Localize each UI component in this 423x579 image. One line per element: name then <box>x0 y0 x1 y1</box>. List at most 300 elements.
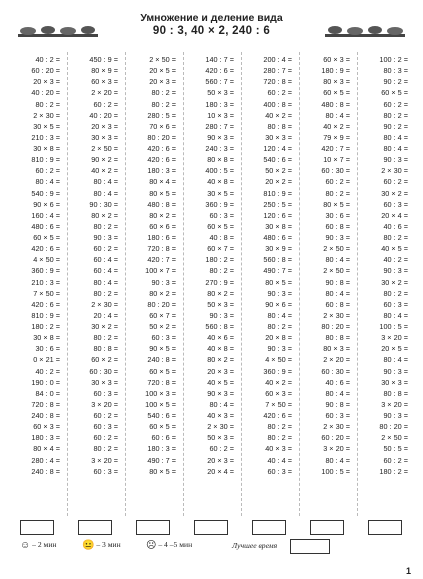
exercise-item: 120 : 6 = <box>263 210 292 220</box>
exercise-item: 180 : 2 = <box>379 466 408 476</box>
exercise-item: 90 : 2 = <box>383 77 408 87</box>
exercise-item: 240 : 3 = <box>205 144 234 153</box>
exercise-item: 40 × 6 = <box>207 333 234 343</box>
exercise-item: 50 × 3 = <box>207 433 234 443</box>
exercise-item: 2 × 50 = <box>91 144 118 153</box>
exercise-item: 80 : 4 = <box>93 277 118 287</box>
exercise-item: 80 : 2 = <box>383 233 408 242</box>
exercise-item: 490 : 7 = <box>263 266 292 276</box>
exercise-item: 400 : 8 = <box>263 99 292 109</box>
exercise-item: 140 : 7 = <box>205 55 234 64</box>
exercise-item: 3 × 20 = <box>381 333 408 343</box>
exercise-item: 0 × 21 = <box>33 355 60 365</box>
exercise-item: 60 : 2 = <box>383 99 408 109</box>
exercise-item: 2 × 30 = <box>33 110 60 120</box>
exercise-item: 60 × 3 = <box>91 77 118 87</box>
exercise-item: 40 : 20 = <box>89 110 118 120</box>
exercise-item: 40 : 20 = <box>31 88 60 98</box>
exercise-item: 60 : 2 = <box>93 244 118 254</box>
exercise-item: 810 : 9 = <box>31 155 60 165</box>
exercise-item: 20 × 8 = <box>265 333 292 343</box>
exercise-item: 60 × 5 = <box>33 233 60 242</box>
exercise-item: 80 : 4 = <box>325 110 350 120</box>
exercise-item: 20 × 5 = <box>149 66 176 76</box>
exercise-item: 90 × 5 = <box>149 344 176 354</box>
exercise-item: 60 : 2 = <box>383 177 408 187</box>
exercise-item: 50 × 3 = <box>207 299 234 309</box>
exercise-item: 560 : 7 = <box>205 77 234 87</box>
exercise-item: 80 : 2 = <box>93 444 118 454</box>
exercise-item: 40 × 5 = <box>207 377 234 387</box>
exercise-item: 80 × 3 = <box>323 77 350 87</box>
exercise-item: 40 × 2 = <box>91 166 118 176</box>
exercise-item: 50 × 2 = <box>149 322 176 331</box>
exercise-item: 80 × 3 = <box>323 344 350 354</box>
exercise-item: 810 : 9 = <box>31 310 60 320</box>
exercise-item: 40 × 5 = <box>381 244 408 254</box>
exercise-item: 80 × 2 = <box>149 210 176 220</box>
exercise-item: 60 : 2 = <box>267 88 292 98</box>
exercise-item: 420 : 6 = <box>205 66 234 76</box>
exercise-item: 90 × 6 = <box>33 199 60 209</box>
exercise-item: 420 : 7 = <box>321 144 350 153</box>
exercise-item: 60 : 20 = <box>31 66 60 76</box>
exercise-item: 420 : 6 = <box>147 144 176 153</box>
exercise-item: 40 × 2 = <box>323 121 350 131</box>
exercise-item: 360 : 9 = <box>31 266 60 276</box>
exercise-item: 420 : 6 = <box>147 155 176 165</box>
best-time-label: Лучшее время <box>232 541 278 550</box>
exercise-item: 60 × 6 = <box>149 221 176 231</box>
exercise-item: 80 × 5 = <box>149 466 176 476</box>
exercise-item: 80 : 4 = <box>383 144 408 153</box>
exercise-item: 90 : 30 = <box>89 199 118 209</box>
exercise-item: 180 : 3 = <box>147 444 176 454</box>
exercise-item: 60 × 7 = <box>207 244 234 254</box>
exercise-item: 80 : 4 = <box>383 355 408 365</box>
exercise-item: 90 : 3 = <box>383 411 408 420</box>
exercise-item: 50 × 2 = <box>265 166 292 176</box>
exercise-item: 2 × 50 = <box>323 266 350 276</box>
exercise-item: 30 × 2 = <box>381 277 408 287</box>
exercise-item: 20 × 3 = <box>149 77 176 87</box>
exercise-item: 90 × 3 = <box>207 388 234 398</box>
exercise-item: 60 : 30 = <box>321 366 350 376</box>
exercise-item: 50 × 3 = <box>207 88 234 98</box>
exercise-item: 60 : 3 = <box>93 422 118 432</box>
exercise-item: 40 × 8 = <box>207 344 234 354</box>
exercise-column <box>72 54 120 477</box>
legend-text: – 2 мин <box>32 540 57 549</box>
exercise-item: 60 : 2 = <box>93 99 118 109</box>
exercise-item: 60 : 3 = <box>383 299 408 309</box>
time-box[interactable] <box>310 520 344 535</box>
exercise-item: 280 : 4 = <box>31 455 60 465</box>
exercise-item: 30 × 5 = <box>33 121 60 131</box>
exercise-item: 80 : 3 = <box>383 66 408 76</box>
exercise-item: 60 × 5 = <box>323 88 350 98</box>
exercise-item: 100 : 5 = <box>379 322 408 331</box>
exercise-item: 40 : 4 = <box>267 455 292 465</box>
exercise-item: 80 : 2 = <box>93 288 118 298</box>
exercise-item: 90 : 3 = <box>325 233 350 242</box>
exercise-item: 180 : 6 = <box>147 233 176 242</box>
exercise-item: 4 × 50 = <box>33 255 60 265</box>
exercise-item: 60 × 2 = <box>91 355 118 365</box>
exercise-item: 3 × 20 = <box>323 444 350 454</box>
exercise-item: 3 × 20 = <box>91 455 118 465</box>
exercise-item: 50 : 5 = <box>383 444 408 454</box>
exercise-item: 80 : 2 = <box>151 99 176 109</box>
exercise-item: 80 : 4 = <box>383 310 408 320</box>
exercise-item: 200 : 4 = <box>263 55 292 64</box>
legend-text: – 4 –5 мин <box>158 540 193 549</box>
exercise-item: 80 : 2 = <box>267 422 292 432</box>
exercise-item: 80 : 2 = <box>383 288 408 298</box>
exercise-item: 40 × 2 = <box>265 110 292 120</box>
time-box[interactable] <box>194 520 228 535</box>
exercise-item: 80 : 2 = <box>35 99 60 109</box>
exercise-item: 2 × 30 = <box>381 166 408 176</box>
page-number: 1 <box>405 566 411 576</box>
exercise-item: 180 : 3 = <box>205 99 234 109</box>
exercise-item: 80 : 2 = <box>209 266 234 276</box>
neutral-face-icon: 😐 <box>82 540 95 551</box>
exercise-item: 10 × 3 = <box>207 110 234 120</box>
exercise-item: 79 × 9 = <box>323 132 350 142</box>
column-divider <box>357 52 358 516</box>
exercise-item: 60 : 3 = <box>151 333 176 343</box>
exercise-item: 80 : 4 = <box>93 188 118 198</box>
time-box[interactable] <box>78 520 112 535</box>
exercise-item: 490 : 7 = <box>147 455 176 465</box>
legend-item-good <box>20 540 56 551</box>
exercise-item: 160 : 4 = <box>31 210 60 220</box>
exercise-item: 30 × 8 = <box>265 221 292 231</box>
time-box[interactable] <box>136 520 170 535</box>
legend-text: – 3 мин <box>96 540 121 549</box>
exercise-item: 90 × 2 = <box>91 155 118 165</box>
exercise-item: 80 : 4 = <box>325 388 350 398</box>
exercise-item: 120 : 4 = <box>263 144 292 153</box>
exercise-item: 90 : 3 = <box>383 155 408 165</box>
column-divider <box>241 52 242 516</box>
exercise-item: 80 × 8 = <box>207 155 234 165</box>
exercise-item: 80 : 4 = <box>267 310 292 320</box>
sad-face-icon: ☹ <box>146 540 157 551</box>
exercise-item: 80 × 4 = <box>149 177 176 187</box>
exercise-item: 60 × 3 = <box>265 388 292 398</box>
exercise-item: 720 : 8 = <box>263 77 292 87</box>
exercise-item: 60 × 5 = <box>207 221 234 231</box>
exercise-item: 180 : 2 = <box>205 255 234 265</box>
exercise-item: 90 : 3 = <box>93 233 118 242</box>
exercise-item: 80 : 2 = <box>383 110 408 120</box>
exercise-item: 30 × 9 = <box>265 244 292 254</box>
exercise-item: 90 : 8 = <box>325 399 350 409</box>
exercise-item: 60 : 2 = <box>35 166 60 176</box>
exercise-item: 180 : 3 = <box>147 166 176 176</box>
exercise-item: 2 × 20 = <box>323 355 350 365</box>
exercise-item: 480 : 6 = <box>31 221 60 231</box>
exercise-item: 80 : 8 = <box>325 333 350 343</box>
exercise-item: 280 : 7 = <box>263 66 292 76</box>
exercise-item: 80 × 2 = <box>207 288 234 298</box>
exercise-item: 80 : 4 = <box>325 288 350 298</box>
exercise-item: 20 × 4 = <box>207 466 234 476</box>
exercise-item: 20 × 2 = <box>265 177 292 187</box>
exercise-item: 420 : 6 = <box>263 411 292 420</box>
exercise-item: 60 : 4 = <box>93 266 118 276</box>
exercise-item: 80 : 2 = <box>151 88 176 98</box>
exercise-item: 180 : 2 = <box>31 322 60 331</box>
exercise-item: 7 × 50 = <box>265 399 292 409</box>
exercise-item: 420 : 7 = <box>147 255 176 265</box>
exercise-item: 60 : 20 = <box>321 433 350 443</box>
exercise-item: 100 × 3 = <box>145 388 176 398</box>
exercise-item: 240 : 8 = <box>31 466 60 476</box>
exercise-item: 10 × 7 = <box>323 155 350 165</box>
exercise-item: 80 : 2 = <box>93 221 118 231</box>
smile-face-icon: ☺ <box>20 540 31 551</box>
exercise-item: 420 : 6 = <box>31 244 60 254</box>
exercise-item: 180 : 3 = <box>31 433 60 443</box>
exercise-item: 40 × 3 = <box>207 411 234 420</box>
column-divider <box>183 52 184 516</box>
exercise-column <box>246 54 294 477</box>
exercise-item: 360 : 9 = <box>263 366 292 376</box>
exercise-item: 80 : 20 = <box>379 422 408 432</box>
exercise-item: 84 : 0 = <box>35 388 60 398</box>
exercise-item: 60 : 30 = <box>321 166 350 176</box>
exercise-item: 560 : 8 = <box>205 322 234 331</box>
exercise-item: 80 × 2 = <box>207 355 234 365</box>
exercise-item: 90 : 3 = <box>267 288 292 298</box>
exercise-column <box>130 54 178 477</box>
exercise-item: 360 : 9 = <box>205 199 234 209</box>
exercise-item: 80 : 8 = <box>93 344 118 354</box>
exercise-item: 20 × 3 = <box>91 121 118 131</box>
exercise-item: 720 : 8 = <box>31 399 60 409</box>
exercise-item: 2 × 30 = <box>207 422 234 432</box>
exercise-item: 60 : 2 = <box>93 411 118 420</box>
exercise-item: 30 × 3 = <box>91 377 118 387</box>
exercise-item: 240 : 8 = <box>31 411 60 420</box>
exercise-item: 40 : 8 = <box>209 233 234 242</box>
exercise-item: 20 × 3 = <box>207 366 234 376</box>
exercise-item: 210 : 3 = <box>31 277 60 287</box>
exercise-item: 90 : 3 = <box>209 310 234 320</box>
time-box[interactable] <box>20 520 54 535</box>
exercise-item: 2 × 50 = <box>381 433 408 443</box>
exercise-item: 60 : 3 = <box>93 388 118 398</box>
exercise-item: 60 : 3 = <box>383 199 408 209</box>
time-box[interactable] <box>252 520 286 535</box>
exercise-item: 30 × 2 = <box>381 188 408 198</box>
exercise-item: 80 : 4 = <box>325 255 350 265</box>
exercise-item: 2 × 50 = <box>149 55 176 64</box>
exercise-item: 560 : 8 = <box>263 255 292 265</box>
exercise-item: 30 × 3 = <box>381 377 408 387</box>
exercise-item: 60 × 5 = <box>149 422 176 432</box>
exercise-item: 210 : 3 = <box>31 132 60 142</box>
exercise-item: 100 : 2 = <box>379 55 408 64</box>
animals-decoration-right <box>325 22 405 38</box>
exercise-item: 60 : 3 = <box>93 466 118 476</box>
exercise-item: 60 : 2 = <box>383 455 408 465</box>
exercise-item: 420 : 6 = <box>31 299 60 309</box>
exercise-item: 80 : 4 = <box>35 177 60 187</box>
exercise-item: 2 × 30 = <box>91 299 118 309</box>
exercise-item: 60 : 3 = <box>209 210 234 220</box>
time-box[interactable] <box>368 520 402 535</box>
exercise-item: 70 × 6 = <box>149 121 176 131</box>
page-subtitle: 90 : 3, 40 × 2, 240 : 6 <box>152 25 271 37</box>
exercise-item: 540 : 6 = <box>263 155 292 165</box>
exercise-item: 280 : 5 = <box>147 110 176 120</box>
exercise-item: 80 : 2 = <box>267 433 292 443</box>
exercise-item: 80 : 2 = <box>93 333 118 343</box>
exercise-item: 40 : 2 = <box>383 255 408 265</box>
exercise-item: 3 × 20 = <box>91 399 118 409</box>
exercise-item: 80 : 2 = <box>267 322 292 331</box>
exercise-item: 60 × 3 = <box>33 422 60 432</box>
exercise-item: 80 × 2 = <box>91 210 118 220</box>
exercise-item: 30 : 6 = <box>325 210 350 220</box>
exercise-item: 80 : 8 = <box>383 388 408 398</box>
exercise-item: 480 : 6 = <box>263 233 292 242</box>
exercise-item: 7 × 50 = <box>33 288 60 298</box>
exercise-item: 90 : 3 = <box>151 277 176 287</box>
exercise-item: 40 × 3 = <box>265 444 292 454</box>
exercise-item: 90 : 3 = <box>383 366 408 376</box>
exercise-item: 240 : 8 = <box>147 355 176 365</box>
exercise-item: 2 × 50 = <box>323 244 350 254</box>
exercise-item: 60 : 2 = <box>93 433 118 443</box>
exercise-item: 40 : 6 = <box>325 377 350 387</box>
exercise-item: 20 × 3 = <box>207 455 234 465</box>
exercise-item: 40 × 2 = <box>265 377 292 387</box>
exercise-item: 80 : 20 = <box>321 322 350 331</box>
exercise-column <box>362 54 410 477</box>
legend-item-bad <box>146 540 192 551</box>
column-divider <box>299 52 300 516</box>
exercise-item: 270 : 9 = <box>205 277 234 287</box>
exercise-item: 2 × 30 = <box>323 310 350 320</box>
answer-time-boxes <box>18 520 403 536</box>
exercise-item: 80 : 20 = <box>147 299 176 309</box>
exercise-item: 20 : 4 = <box>93 310 118 320</box>
exercise-item: 4 × 50 = <box>265 355 292 365</box>
exercise-item: 80 × 4 = <box>33 444 60 454</box>
exercise-item: 100 × 7 = <box>145 266 176 276</box>
exercise-column <box>188 54 236 477</box>
exercise-item: 60 : 30 = <box>89 366 118 376</box>
exercise-item: 90 × 6 = <box>265 299 292 309</box>
exercise-item: 80 : 4 = <box>383 132 408 142</box>
exercise-item: 30 × 8 = <box>33 144 60 153</box>
exercise-item: 400 : 5 = <box>205 166 234 176</box>
exercise-column <box>304 54 352 477</box>
exercise-column <box>14 54 62 477</box>
exercise-item: 60 × 5 = <box>381 88 408 98</box>
best-time-box[interactable] <box>290 539 330 554</box>
exercise-item: 540 : 6 = <box>147 411 176 420</box>
exercise-item: 80 : 4 = <box>325 455 350 465</box>
exercise-item: 90 × 3 = <box>207 132 234 142</box>
exercise-item: 20 × 5 = <box>381 344 408 354</box>
exercise-item: 30 × 3 = <box>265 132 292 142</box>
exercise-item: 60 : 3 = <box>267 466 292 476</box>
exercise-item: 2 × 30 = <box>323 422 350 432</box>
exercise-item: 40 : 6 = <box>383 221 408 231</box>
exercise-item: 2 × 20 = <box>91 88 118 98</box>
exercise-item: 80 × 5 = <box>323 199 350 209</box>
exercise-item: 60 : 8 = <box>325 221 350 231</box>
exercise-item: 180 : 9 = <box>321 66 350 76</box>
exercise-item: 80 × 2 = <box>149 288 176 298</box>
exercise-item: 40 : 2 = <box>35 366 60 376</box>
exercise-item: 40 × 8 = <box>207 177 234 187</box>
exercise-item: 90 : 8 = <box>325 277 350 287</box>
exercise-item: 60 : 3 = <box>325 411 350 420</box>
column-divider <box>125 52 126 516</box>
exercise-item: 100 : 5 = <box>321 466 350 476</box>
exercise-item: 30 : 6 = <box>35 344 60 354</box>
exercise-item: 30 × 2 = <box>91 322 118 331</box>
exercise-item: 80 : 20 = <box>147 132 176 142</box>
exercise-item: 20 × 3 = <box>33 77 60 87</box>
exercise-item: 60 : 4 = <box>93 255 118 265</box>
exercise-item: 80 × 5 = <box>265 277 292 287</box>
exercise-item: 190 : 0 = <box>31 377 60 387</box>
exercise-item: 480 : 8 = <box>147 199 176 209</box>
exercise-item: 100 × 5 = <box>145 399 176 409</box>
exercise-item: 40 : 2 = <box>35 55 60 64</box>
exercise-item: 90 : 3 = <box>267 344 292 354</box>
exercise-item: 280 : 7 = <box>205 121 234 131</box>
exercise-item: 480 : 8 = <box>321 99 350 109</box>
exercise-item: 80 : 4 = <box>209 399 234 409</box>
exercise-item: 810 : 9 = <box>263 188 292 198</box>
exercise-item: 60 × 3 = <box>323 55 350 64</box>
exercise-item: 30 × 8 = <box>33 333 60 343</box>
exercise-item: 450 : 9 = <box>89 55 118 64</box>
exercise-item: 250 : 5 = <box>263 199 292 209</box>
exercise-item: 20 × 4 = <box>381 210 408 220</box>
exercise-item: 90 : 2 = <box>383 121 408 131</box>
page-title: Умножение и деление вида <box>140 12 283 24</box>
column-divider <box>67 52 68 516</box>
exercise-item: 60 : 2 = <box>209 444 234 454</box>
exercise-item: 30 × 5 = <box>207 188 234 198</box>
exercise-item: 60 : 8 = <box>325 299 350 309</box>
exercise-item: 60 × 5 = <box>149 366 176 376</box>
exercise-item: 720 : 8 = <box>147 377 176 387</box>
exercise-item: 60 × 7 = <box>149 310 176 320</box>
exercise-item: 80 : 4 = <box>93 177 118 187</box>
legend-item-neutral <box>82 540 121 551</box>
exercise-item: 80 : 8 = <box>267 121 292 131</box>
exercise-item: 30 × 3 = <box>91 132 118 142</box>
exercise-item: 60 : 2 = <box>325 177 350 187</box>
exercise-item: 720 : 8 = <box>147 244 176 254</box>
exercise-item: 540 : 9 = <box>31 188 60 198</box>
exercise-item: 80 : 2 = <box>325 188 350 198</box>
exercise-item: 60 : 6 = <box>151 433 176 443</box>
exercise-item: 80 × 5 = <box>149 188 176 198</box>
header <box>18 10 405 48</box>
